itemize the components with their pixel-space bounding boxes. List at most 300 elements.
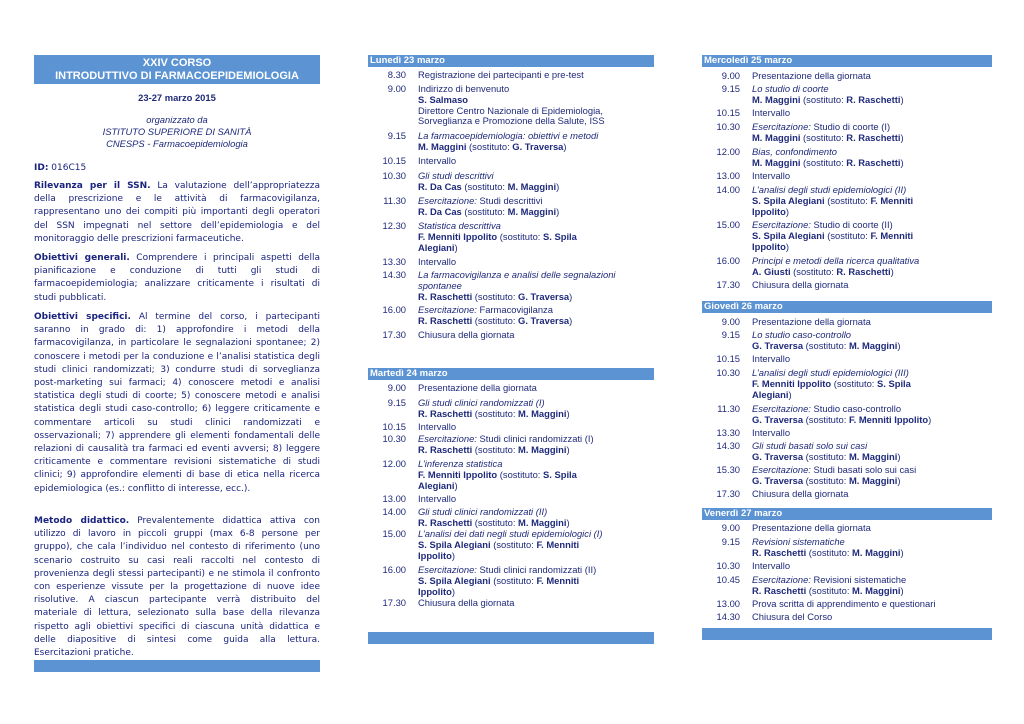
- entry-text: ): [890, 265, 894, 277]
- entry-topic: Lo studio caso-controllo: [752, 329, 852, 340]
- entry-line: [418, 518, 656, 529]
- course-id: [34, 162, 320, 175]
- entry-line: [418, 587, 656, 598]
- course-id-label: ID:: [34, 163, 49, 173]
- entry-text: (sostituto:: [472, 407, 519, 419]
- entry-line: [418, 551, 656, 562]
- entry-line: [752, 354, 990, 365]
- entry-topic: Revisioni sistematiche: [752, 536, 845, 547]
- entry-time: 14.30: [382, 269, 406, 280]
- entry-content: [418, 131, 656, 153]
- substitute-name: M. Maggini: [518, 516, 567, 528]
- entry-text: Presentazione della giornata: [752, 316, 871, 327]
- entry-text: Intervallo: [418, 493, 457, 504]
- substitute-name: R. Raschetti: [846, 93, 901, 105]
- entry-time: 17.30: [716, 279, 740, 290]
- entry-text: ): [451, 585, 455, 597]
- entry-content: [418, 84, 656, 127]
- entry-line: [418, 142, 656, 153]
- entry-text: Revisioni sistematiche: [810, 574, 907, 585]
- speaker-name: R. Da Cas: [418, 180, 462, 192]
- entry-topic: Esercitazione:: [752, 403, 811, 414]
- entry-line: [418, 409, 656, 420]
- entry-text: Intervallo: [752, 427, 791, 438]
- entry-content: [418, 196, 656, 218]
- course-title-line1: XXIV CORSO: [142, 57, 212, 69]
- speaker-name: A. Giusti: [752, 265, 791, 277]
- entry-text: (sostituto:: [472, 443, 519, 455]
- entry-time: 15.30: [716, 464, 740, 475]
- entry-line: [418, 383, 656, 394]
- day-header-thursday: Giovedì 26 marzo: [702, 301, 992, 313]
- entry-line: [418, 598, 656, 609]
- entry-topic: L’analisi dei dati negli studi epidemiologici (I): [418, 528, 603, 539]
- speaker-name: G. Traversa: [752, 474, 804, 486]
- entry-text: Intervallo: [752, 107, 791, 118]
- entry-text: ): [900, 584, 904, 596]
- entry-text: ): [900, 156, 904, 168]
- entry-text: ): [454, 479, 458, 491]
- entry-line: [418, 156, 656, 167]
- entry-content: [418, 156, 656, 167]
- entry-content: [418, 383, 656, 394]
- entry-text: (sostituto:: [472, 516, 519, 528]
- entry-content: [752, 354, 990, 365]
- entry-content: [752, 428, 990, 439]
- substitute-name: S. Spila: [543, 468, 577, 480]
- speaker-name: M. Maggini: [752, 131, 801, 143]
- entry-text: Intervallo: [752, 170, 791, 181]
- entry-content: [752, 523, 990, 534]
- entry-content: [752, 441, 990, 463]
- speaker-name: R. Raschetti: [418, 443, 473, 455]
- entry-time: 10.15: [716, 107, 740, 118]
- entry-text: Studio caso-controllo: [810, 403, 902, 414]
- entry-text: (sostituto:: [472, 290, 519, 302]
- entry-text: Intervallo: [418, 155, 457, 166]
- entry-line: [752, 415, 990, 426]
- entry-time: 10.15: [382, 155, 406, 166]
- entry-topic: Gli studi clinici randomizzati (II): [418, 506, 548, 517]
- entry-time: 10.30: [382, 170, 406, 181]
- organized-label: organizzato da: [146, 114, 208, 125]
- section-text: Prevalentemente didattica attiva con utilizzo di lavoro in piccoli gruppi (max 6-8 persone per gruppo), che cala l’individuo nel contesto di riferimento (uno scenario costruito su casi reali raccolti nel contesto di provenienza degli stessi partecipanti) e ne stimola il confronto con esperienze vissute per la progettazione di nuove idee risolutive. A ciascun partecipante verrà distribuito del materiale di lettura, selezionato sulla base della rilevanza rispetto agli obiettivi specifici di ciascuna unità didattica e delle diapositive di sintesi come guida alla lettura. Esercitazioni pratiche.: [34, 516, 320, 659]
- entry-topic: Esercitazione:: [418, 304, 477, 315]
- entry-content: [752, 561, 990, 572]
- entry-line: [752, 242, 990, 253]
- speaker-name: Ippolito: [752, 240, 786, 252]
- speaker-name: S. Salmaso: [418, 93, 469, 105]
- course-dates: 23-27 marzo 2015: [138, 92, 216, 103]
- entry-line: [418, 257, 656, 268]
- entry-text: (sostituto:: [800, 93, 847, 105]
- entry-topic: Esercitazione:: [752, 219, 811, 230]
- entry-time: 16.00: [716, 255, 740, 266]
- entry-text: (sostituto:: [490, 538, 537, 550]
- entry-content: [752, 465, 990, 487]
- entry-time: 16.00: [382, 304, 406, 315]
- speaker-name: R. Raschetti: [752, 584, 807, 596]
- entry-time: 10.45: [716, 574, 740, 585]
- entry-text: (sostituto:: [461, 180, 508, 192]
- entry-content: [418, 598, 656, 609]
- entry-topic: Esercitazione:: [752, 121, 811, 132]
- entry-topic: Esercitazione:: [418, 195, 477, 206]
- entry-line: [418, 292, 656, 303]
- entry-topic: La farmacovigilanza e analisi delle segnalazioni: [418, 269, 616, 280]
- entry-line: [752, 133, 990, 144]
- entry-text: Presentazione della giornata: [752, 70, 871, 81]
- entry-time: 17.30: [382, 329, 406, 340]
- speaker-name: S. Spila Alegiani: [418, 574, 491, 586]
- entry-line: [418, 422, 656, 433]
- entry-topic: Esercitazione:: [418, 433, 477, 444]
- entry-text: (sostituto:: [497, 230, 544, 242]
- entry-time: 10.30: [716, 560, 740, 571]
- entry-content: [418, 257, 656, 268]
- section-heading: Metodo didattico.: [34, 516, 130, 526]
- speaker-name: F. Menniti Ippolito: [752, 377, 832, 389]
- entry-content: [752, 317, 990, 328]
- entry-text: (sostituto:: [472, 314, 519, 326]
- entry-line: [752, 561, 990, 572]
- entry-text: (sostituto:: [824, 229, 871, 241]
- right-footer-bar: [702, 628, 992, 640]
- entry-time: 9.15: [387, 130, 406, 141]
- entry-line: [418, 207, 656, 218]
- substitute-name: M. Maggini: [507, 205, 557, 217]
- section-obiettivi-generali: [34, 252, 320, 305]
- section-text: Comprendere i principali aspetti della pianificazione e conduzione di tutti gli studi di farmacoepidemiologia; analizzare criticamente i risultati di studi pubblicati.: [34, 253, 320, 303]
- substitute-name: M. Maggini: [848, 474, 898, 486]
- entry-text: Prova scritta di apprendimento e questionari: [752, 598, 936, 609]
- entry-line: [418, 116, 656, 127]
- entry-text: (sostituto:: [824, 194, 871, 206]
- entry-topic: Lo studio di coorte: [752, 83, 829, 94]
- entry-time: 14.00: [382, 506, 406, 517]
- day-header-tuesday: Martedì 24 marzo: [368, 368, 654, 380]
- entry-line: [418, 330, 656, 341]
- entry-text: Chiusura del Corso: [752, 611, 833, 622]
- entry-time: 9.15: [387, 397, 406, 408]
- entry-topic: Gli studi descrittivi: [418, 170, 494, 181]
- speaker-name: S. Spila Alegiani: [752, 194, 825, 206]
- entry-text: Chiusura della giornata: [418, 597, 515, 608]
- organizer-line1: ISTITUTO SUPERIORE DI SANITÀ: [102, 126, 252, 137]
- entry-line: [752, 95, 990, 106]
- entry-time: 17.30: [716, 488, 740, 499]
- section-obiettivi-specifici: [34, 311, 320, 496]
- entry-topic: L’analisi degli studi epidemiologici (III): [752, 367, 909, 378]
- entry-text: ): [897, 339, 901, 351]
- entry-time: 9.00: [387, 382, 406, 393]
- speaker-name: R. Raschetti: [418, 314, 473, 326]
- entry-topic: Principi e metodi della ricerca qualitativa: [752, 255, 920, 266]
- substitute-name: R. Raschetti: [836, 265, 891, 277]
- substitute-name: G. Traversa: [518, 314, 570, 326]
- entry-line: [752, 267, 990, 278]
- speaker-name: G. Traversa: [752, 339, 804, 351]
- entry-text: ): [900, 546, 904, 558]
- substitute-name: F. Menniti: [536, 574, 580, 586]
- entry-time: 8.30: [387, 69, 406, 80]
- entry-topic: L’analisi degli studi epidemiologici (II): [752, 184, 907, 195]
- entry-content: [752, 280, 990, 291]
- entry-time: 10.30: [382, 433, 406, 444]
- speaker-name: Ippolito: [418, 585, 452, 597]
- entry-text: ): [788, 388, 792, 400]
- entry-text: Presentazione della giornata: [418, 382, 537, 393]
- substitute-name: M. Maggini: [852, 546, 901, 558]
- entry-line: [418, 70, 656, 81]
- entry-time: 16.00: [382, 564, 406, 575]
- speaker-name: Alegiani: [752, 388, 789, 400]
- speaker-name: M. Maggini: [752, 156, 801, 168]
- entry-text: Sorveglianza e Promozione della Salute, ISS: [418, 115, 605, 127]
- entry-content: [752, 368, 990, 400]
- entry-content: [418, 422, 656, 433]
- section-heading: Obiettivi generali.: [34, 253, 130, 263]
- entry-time: 12.30: [382, 220, 406, 231]
- entry-time: 11.30: [383, 195, 406, 206]
- entry-text: (sostituto:: [803, 474, 849, 486]
- entry-time: 10.30: [716, 367, 740, 378]
- entry-text: (sostituto:: [803, 413, 849, 425]
- entry-text: Studi clinici randomizzati (II): [476, 564, 597, 575]
- entry-content: [752, 489, 990, 500]
- entry-text: ): [897, 474, 901, 486]
- day-header-monday: Lunedì 23 marzo: [368, 55, 654, 67]
- entry-text: Presentazione della giornata: [752, 522, 871, 533]
- entry-content: [418, 171, 656, 193]
- course-id-value: 016C15: [51, 163, 87, 173]
- entry-topic: Esercitazione:: [418, 564, 477, 575]
- speaker-name: M. Maggini: [418, 140, 467, 152]
- entry-text: ): [454, 241, 458, 253]
- entry-content: [752, 171, 990, 182]
- entry-topic: Esercitazione:: [752, 574, 811, 585]
- entry-text: Direttore Centro Nazionale di Epidemiologia,: [418, 104, 603, 116]
- entry-line: [418, 243, 656, 254]
- entry-topic: spontanee: [418, 279, 462, 291]
- entry-content: [752, 404, 990, 426]
- entry-text: ): [900, 131, 904, 143]
- course-title-box: [34, 55, 320, 84]
- entry-text: (sostituto:: [806, 584, 853, 596]
- entry-time: 15.00: [716, 219, 740, 230]
- entry-content: [418, 507, 656, 529]
- entry-content: [752, 256, 990, 278]
- substitute-name: F. Menniti: [536, 538, 580, 550]
- entry-line: [752, 476, 990, 487]
- substitute-name: M. Maggini: [848, 339, 898, 351]
- entry-text: (sostituto:: [800, 156, 847, 168]
- substitute-name: M. Maggini: [507, 180, 557, 192]
- substitute-name: F. Menniti: [870, 229, 914, 241]
- speaker-name: M. Maggini: [752, 93, 801, 105]
- entry-line: [752, 586, 990, 597]
- entry-text: Registrazione dei partecipanti e pre-test: [418, 69, 584, 80]
- entry-time: 9.00: [387, 83, 406, 94]
- entry-line: [752, 612, 990, 623]
- entry-text: Chiusura della giornata: [752, 488, 849, 499]
- entry-content: [418, 494, 656, 505]
- entry-content: [418, 270, 656, 302]
- entry-time: 14.30: [716, 611, 740, 622]
- entry-text: ): [556, 205, 560, 217]
- speaker-name: R. Raschetti: [418, 407, 473, 419]
- entry-text: Studio di coorte (I): [810, 121, 891, 132]
- entry-text: Studio di coorte (II): [810, 219, 893, 230]
- entry-text: ): [785, 240, 789, 252]
- entry-line: [418, 445, 656, 456]
- entry-content: [752, 185, 990, 217]
- entry-time: 9.00: [721, 70, 740, 81]
- substitute-name: M. Maggini: [852, 584, 901, 596]
- entry-line: [752, 341, 990, 352]
- entry-line: [418, 494, 656, 505]
- entry-line: [752, 171, 990, 182]
- entry-time: 10.15: [382, 421, 406, 432]
- section-heading: Obiettivi specifici.: [34, 312, 131, 322]
- entry-text: ): [566, 443, 570, 455]
- entry-text: Studi basati solo sui casi: [810, 464, 917, 475]
- entry-line: [752, 280, 990, 291]
- entry-time: 11.30: [717, 403, 740, 414]
- entry-time: 10.30: [716, 121, 740, 132]
- entry-content: [418, 565, 656, 597]
- entry-topic: Gli studi clinici randomizzati (I): [418, 397, 545, 408]
- entry-time: 14.00: [716, 184, 740, 195]
- entry-text: (sostituto:: [497, 468, 544, 480]
- section-metodo-didattico: [34, 515, 320, 660]
- speaker-name: S. Spila Alegiani: [752, 229, 825, 241]
- entry-content: [752, 575, 990, 597]
- entry-text: ): [897, 450, 901, 462]
- speaker-name: R. Da Cas: [418, 205, 462, 217]
- entry-line: [752, 489, 990, 500]
- entry-line: [752, 158, 990, 169]
- entry-text: Studi descrittivi: [476, 195, 543, 206]
- entry-time: 13.30: [382, 256, 406, 267]
- entry-line: [752, 428, 990, 439]
- substitute-name: R. Raschetti: [846, 156, 901, 168]
- entry-content: [418, 221, 656, 253]
- entry-line: [752, 548, 990, 559]
- entry-text: Chiusura della giornata: [752, 279, 849, 290]
- entry-time: 13.00: [716, 170, 740, 181]
- speaker-name: Ippolito: [752, 205, 786, 217]
- substitute-name: S. Spila: [543, 230, 577, 242]
- speaker-name: Ippolito: [418, 549, 452, 561]
- entry-content: [418, 398, 656, 420]
- entry-time: 13.00: [382, 493, 406, 504]
- entry-content: [752, 122, 990, 144]
- entry-content: [418, 529, 656, 561]
- entry-time: 15.00: [382, 528, 406, 539]
- entry-text: Chiusura della giornata: [418, 329, 515, 340]
- substitute-name: G. Traversa: [518, 290, 570, 302]
- entry-content: [752, 71, 990, 82]
- entry-text: Indirizzo di benvenuto: [418, 83, 510, 94]
- entry-text: ): [566, 516, 570, 528]
- entry-line: [752, 108, 990, 119]
- entry-content: [418, 459, 656, 491]
- section-heading: Rilevanza per il SSN.: [34, 181, 151, 191]
- entry-time: 13.30: [716, 427, 740, 438]
- entry-content: [752, 84, 990, 106]
- entry-content: [752, 108, 990, 119]
- entry-time: 9.15: [721, 83, 740, 94]
- entry-topic: Esercitazione:: [752, 464, 811, 475]
- entry-text: Studi clinici randomizzati (I): [476, 433, 594, 444]
- entry-text: ): [569, 290, 573, 302]
- entry-text: (sostituto:: [803, 339, 849, 351]
- entry-content: [752, 147, 990, 169]
- entry-time: 9.00: [721, 316, 740, 327]
- entry-line: [752, 523, 990, 534]
- day-header-friday: Venerdì 27 marzo: [702, 508, 992, 520]
- substitute-name: M. Maggini: [848, 450, 898, 462]
- entry-content: [752, 220, 990, 252]
- entry-content: [418, 70, 656, 81]
- entry-content: [418, 434, 656, 456]
- entry-time: 9.15: [721, 329, 740, 340]
- speaker-name: S. Spila Alegiani: [418, 538, 491, 550]
- entry-text: ): [563, 140, 567, 152]
- entry-topic: Bias, confondimento: [752, 146, 837, 157]
- speaker-name: G. Traversa: [752, 413, 804, 425]
- entry-time: 14.30: [716, 440, 740, 451]
- speaker-name: Alegiani: [418, 241, 455, 253]
- entry-time: 13.00: [716, 598, 740, 609]
- entry-line: [752, 599, 990, 610]
- entry-text: Farmacovigilanza: [476, 304, 553, 315]
- entry-line: [418, 182, 656, 193]
- entry-topic: Gli studi basati solo sui casi: [752, 440, 868, 451]
- section-text: La valutazione dell’appropriatezza della prescrizione e le attività di farmacovigilanza, rappresentano uno dei compiti più importanti degli operatori del SSN impegnati nel settore dell’epidemiologia e del monitoraggio delle prescrizioni farmaceutiche.: [34, 181, 320, 244]
- entry-text: ): [785, 205, 789, 217]
- substitute-name: F. Menniti: [870, 194, 914, 206]
- entry-content: [418, 305, 656, 327]
- entry-text: ): [451, 549, 455, 561]
- substitute-name: M. Maggini: [518, 407, 567, 419]
- entry-text: (sostituto:: [790, 265, 837, 277]
- entry-text: ): [556, 180, 560, 192]
- entry-text: Intervallo: [418, 421, 457, 432]
- entry-text: (sostituto:: [490, 574, 537, 586]
- entry-content: [752, 612, 990, 623]
- entry-content: [418, 330, 656, 341]
- entry-time: 17.30: [382, 597, 406, 608]
- entry-line: [752, 452, 990, 463]
- entry-content: [752, 330, 990, 352]
- speaker-name: R. Raschetti: [752, 546, 807, 558]
- middle-footer-bar: [368, 632, 654, 644]
- entry-text: ): [928, 413, 932, 425]
- entry-line: [418, 481, 656, 492]
- entry-text: Intervallo: [752, 353, 791, 364]
- entry-time: 9.15: [721, 536, 740, 547]
- entry-text: (sostituto:: [461, 205, 508, 217]
- entry-line: [752, 317, 990, 328]
- entry-text: (sostituto:: [831, 377, 878, 389]
- entry-text: ): [566, 407, 570, 419]
- entry-line: [752, 71, 990, 82]
- left-footer-bar: [34, 660, 320, 672]
- speaker-name: G. Traversa: [752, 450, 804, 462]
- organizer-line2: CNESPS - Farmacoepidemiologia: [106, 138, 248, 149]
